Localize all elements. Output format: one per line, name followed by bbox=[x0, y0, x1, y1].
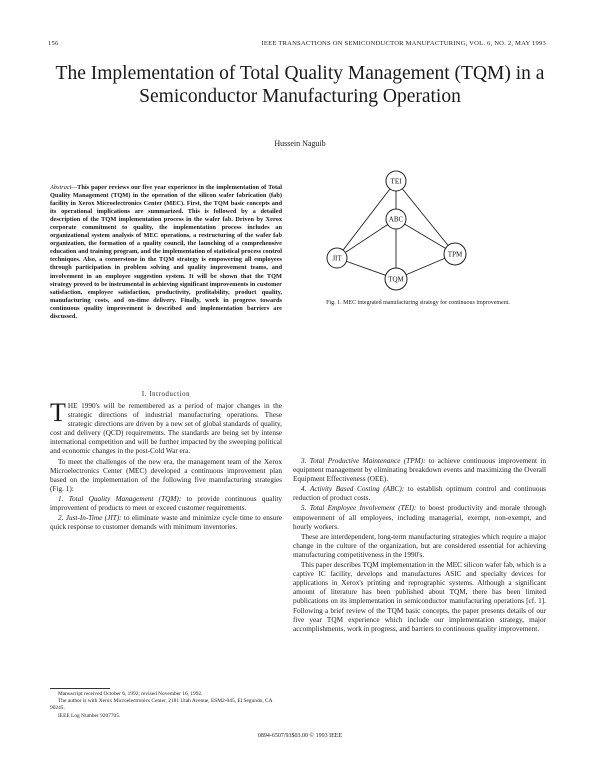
section-heading-introduction: I. Introduction bbox=[141, 391, 191, 398]
left-column-body bbox=[50, 398, 282, 533]
strategy-diagram bbox=[298, 170, 538, 300]
strategy-item-jit: 2. Just-In-Time (JIT): to eliminate waste and minimize cycle time to ensure quick response to customer demands with minimum inventories. bbox=[50, 514, 282, 532]
node-label-abc: ABC bbox=[388, 215, 404, 224]
strategy-item-tei: 5. Total Employee Involvement (TEI): to boost productivity and morale through empowerment of all employees, including managerial, exempt, non-exempt, and hourly workers. bbox=[293, 504, 546, 531]
drop-cap: T bbox=[50, 398, 66, 427]
page-number: 156 bbox=[48, 40, 59, 47]
right-column-body bbox=[293, 457, 546, 635]
edge-abc-jit bbox=[337, 219, 396, 258]
abstract bbox=[50, 184, 282, 321]
strategy-item-abc: 4. Activity Based Costing (ABC): to establish optimum control and continuous reduction of product costs. bbox=[293, 485, 546, 503]
strategy-item-tqm: 1. Total Quality Management (TQM): to provide continuous quality improvement of products to meet or exceed customer requirements. bbox=[50, 494, 282, 513]
node-label-tqm: TQM bbox=[388, 275, 404, 284]
footnotes bbox=[50, 688, 282, 720]
footnote-received: Manuscript received October 6, 1992; revised November 16, 1992. bbox=[58, 691, 203, 697]
node-label-tpm: TPM bbox=[447, 250, 463, 259]
copyright-line: 0894-6507/93$03.00 © 1993 IEEE bbox=[257, 733, 343, 739]
node-label-tei: TEI bbox=[390, 177, 402, 186]
abstract-label: Abstract— bbox=[50, 184, 78, 191]
author-name: Hussein Naguib bbox=[274, 139, 326, 148]
paper-title: The Implementation of Total Quality Management (TQM) in a Semiconductor Manufacturing Operation bbox=[55, 63, 545, 107]
intro-paragraph-1: THE 1990's will be remembered as a period of major changes in the strategic directions of industrial manufacturing operations. These strategic directions are driven by a new set of global standards of quality, cost and delivery (QCD) requirements. The standards are being set by intense international competition and will be further impacted by the sweeping political and economic changes in the post-Cold War era. bbox=[50, 398, 282, 456]
footnote-rule bbox=[50, 688, 110, 689]
abstract-text: This paper reviews our five year experience in the implementation of Total Quality Management (TQM) in the operation of the silicon wafer fabrication (fab) facility in Xerox Microelectronics Center (MEC). First, the TQM basic concepts and its operational implications are summarized. This is followed by a detailed description of the TQM implementation process in the wafer fab. Driven by Xerox corporate commitment to quality, the implementation process includes an organizational system analysis of MEC operations, a restructuring of the wafer fab organization, the formation of a quality council, the launching of a comprehensive education and training program, and the implementation of statistical process control techniques. Also, a cornerstone in the TQM strategy is empowering all employees through participation in problem solving and quality improvement teams, and involvement in an employee suggestion system. It will be shown that the TQM strategy proved to be instrumental in achieving significant improvements in customer satisfaction, employee satisfaction, productivity, profitability, product quality, manufacturing costs, and on-time delivery. Finally, work in progress towards continuous quality improvement is described and implementation barriers are discussed. bbox=[50, 184, 282, 320]
strategy-item-tpm: 3. Total Productive Maintenance (TPM): to achieve continuous improvement in equipment management by eliminating breakdown events and maximizing the Overall Equipment Effectiveness (OEE). bbox=[293, 457, 546, 484]
intro-paragraph-2: To meet the challenges of the new era, the management team of the Xerox Microelectronics Center (MEC) developed a continuous improvement plan based on the implementation of the following five manufacturing strategies (Fig. 1): bbox=[50, 457, 282, 493]
body-paragraph-overview: This paper describes TQM implementation in the MEC silicon wafer fab, which is a captive IC facility, develops and manufactures ASIC and specialty devices for applications in Xerox's printing and reprographic systems. Although a significant amount of literature has been published about TQM, there has been limited publications on its implementation in semiconductor manufacturing operations [cf. 1]. Following a brief review of the TQM basic concepts, the paper presents details of our five year TQM experience which include our implementation strategy, major accomplishments, work in progress, and barriers to continuous quality improvement. bbox=[293, 561, 546, 633]
journal-name: IEEE TRANSACTIONS ON SEMICONDUCTOR MANUFACTURING, VOL. 6, NO. 2, MAY 1993 bbox=[261, 40, 546, 47]
figure-caption: Fig. 1. MEC integrated manufacturing strategy for continuous improvement. bbox=[326, 300, 510, 306]
footnote-log-number: IEEE Log Number 9207705. bbox=[58, 712, 121, 719]
body-paragraph-strategies: These are interdependent, long-term manufacturing strategies which require a major change in the culture of the organization, but are considered essential for achieving manufacturing competitiveness in the 1990's. bbox=[293, 532, 546, 559]
footnote-affiliation: The author is with Xerox Microelectronics Center, 2181 Utah Avenue, ESM2-045, El Segundo, CA 90245. bbox=[50, 698, 273, 712]
node-label-jit: JIT bbox=[332, 254, 342, 263]
